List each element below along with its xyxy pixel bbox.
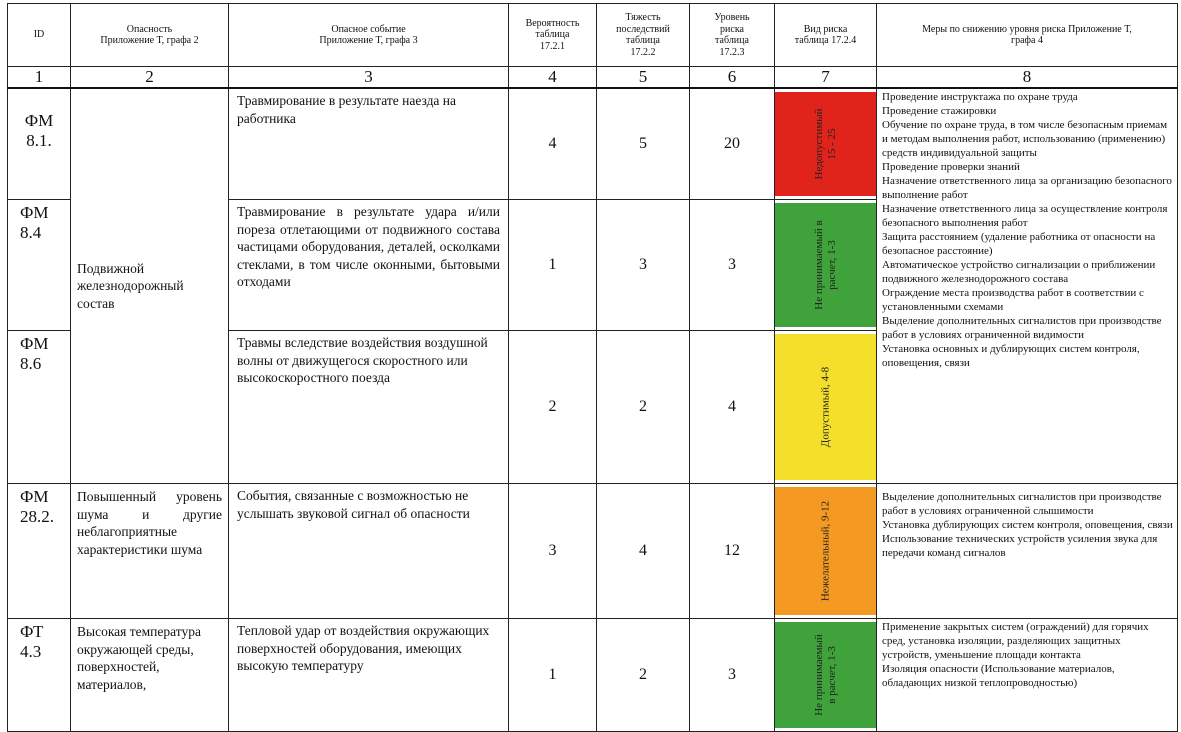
measure-item: Применение закрытых систем (ограждений) для горячих сред, установка изоляции, разделяющих защитных устройств, уменьшение площади контакта: [882, 621, 1149, 661]
measure-item: Защита расстоянием (удаление работника от опасности на безопасное расстояние): [882, 231, 1156, 257]
risk-type-cell: [775, 331, 877, 484]
header-risk-type: Вид риска таблица 17.2.4: [775, 4, 877, 67]
header-id: ID: [8, 4, 71, 67]
measure-item: Изоляция опасности (Использование материалов, обладающих низкой теплопроводностью): [882, 663, 1115, 689]
hazard-railway: Подвижной железнодорожный состав: [71, 88, 229, 484]
column-number: 1: [8, 67, 71, 89]
risk-type-cell: [775, 484, 877, 619]
measure-item: Выделение дополнительных сигналистов при производстве работ в условиях ограниченной слышимости: [882, 491, 1162, 517]
table-row: [8, 88, 1178, 200]
measure-item: Автоматическое устройство сигнализации о приближении подвижного железнодорожного состава: [882, 259, 1156, 285]
row-id: ФМ 28.2.: [8, 484, 71, 619]
risk-type-label: Не принимаемый в расчет, 1-3: [812, 634, 838, 716]
measure-item: Ограждение места производства работ в соответствии с установленными схемами: [882, 287, 1144, 313]
hazard-event: Тепловой удар от воздействия окружающих поверхностей оборудования, имеющих высокую температуру: [229, 619, 509, 732]
row-id: ФМ 8.6: [8, 331, 71, 484]
header-measures: Меры по снижению уровня риска Приложение Т, графа 4: [877, 4, 1178, 67]
hazard-event: Травмирование в результате наезда на работника: [229, 88, 509, 200]
probability-value: 1: [509, 619, 597, 732]
measures-noise: [877, 484, 1178, 619]
severity-value: 5: [597, 88, 690, 200]
column-number: 8: [877, 67, 1178, 89]
risk-level-value: 3: [690, 619, 775, 732]
column-number: 3: [229, 67, 509, 89]
measure-item: Использование технических устройств усиления звука для передачи команд сигналов: [882, 533, 1158, 559]
measure-item: Обучение по охране труда, в том числе безопасным приемам и методам выполнения работ, использованию (применению) средств индивидуальной защиты: [882, 119, 1168, 159]
risk-level-value: 20: [690, 88, 775, 200]
table-row: [8, 484, 1178, 619]
column-number: 7: [775, 67, 877, 89]
header-event: Опасное событие Приложение Т, графа 3: [229, 4, 509, 67]
hazard-noise: Повышенный уровень шума и другие неблагоприятные характеристики шума: [71, 484, 229, 619]
row-id: ФМ 8.1.: [8, 88, 71, 200]
hazard-event: Травмы вследствие воздействия воздушной волны от движущегося скоростного или высокоскоростного поезда: [229, 331, 509, 484]
column-number: 2: [71, 67, 229, 89]
risk-type-cell: [775, 200, 877, 331]
header-probability: Вероятность таблица 17.2.1: [509, 4, 597, 67]
risk-level-value: 4: [690, 331, 775, 484]
risk-assessment-document: [7, 3, 1177, 716]
column-number: 5: [597, 67, 690, 89]
probability-value: 1: [509, 200, 597, 331]
header-hazard: Опасность Приложение Т, графа 2: [71, 4, 229, 67]
measure-item: Выделение дополнительных сигналистов при производстве работ в условиях ограниченной видимости: [882, 315, 1162, 341]
row-id: ФТ 4.3: [8, 619, 71, 732]
risk-level-value: 12: [690, 484, 775, 619]
hazard-event: События, связанные с возможностью не услышать звуковой сигнал об опасности: [229, 484, 509, 619]
risk-type-label: Нежелательный, 9-12: [819, 500, 831, 602]
severity-value: 2: [597, 619, 690, 732]
measure-item: Установка дублирующих систем контроля, оповещения, связи: [882, 519, 1173, 531]
severity-value: 4: [597, 484, 690, 619]
header-row: [8, 4, 1178, 67]
probability-value: 3: [509, 484, 597, 619]
measure-item: Проведение проверки знаний: [882, 161, 1020, 173]
measures-railway: [877, 88, 1178, 484]
column-number: 4: [509, 67, 597, 89]
risk-type-label: Не принимаемый в расчет, 1-3: [812, 220, 838, 310]
severity-value: 2: [597, 331, 690, 484]
risk-assessment-table: [7, 3, 1178, 732]
row-id: ФМ 8.4: [8, 200, 71, 331]
header-level: Уровень риска таблица 17.2.3: [690, 4, 775, 67]
severity-value: 3: [597, 200, 690, 331]
measure-item: Проведение стажировки: [882, 105, 997, 117]
probability-value: 2: [509, 331, 597, 484]
column-number: 6: [690, 67, 775, 89]
hazard-temperature: Высокая температура окружающей среды, поверхностей, материалов,: [71, 619, 229, 732]
risk-level-value: 3: [690, 200, 775, 331]
measure-item: Проведение инструктажа по охране труда: [882, 91, 1078, 103]
risk-type-label: Допустимый, 4-8: [819, 366, 831, 448]
hazard-event: Травмирование в результате удара и/или пореза отлетающими от подвижного состава частицами оборудования, деталей, осколками стеклами, в том числе оконными, бытовыми отходами: [229, 200, 509, 331]
risk-type-label: Недопустимый 15 - 25: [812, 108, 838, 180]
table-row: [8, 619, 1178, 732]
header-severity: Тяжесть последствий таблица 17.2.2: [597, 4, 690, 67]
measure-item: Установка основных и дублирующих систем контроля, оповещения, связи: [882, 343, 1140, 369]
measure-item: Назначение ответственного лица за осуществление контроля безопасного выполнения работ: [882, 203, 1168, 229]
risk-type-cell: [775, 619, 877, 732]
measures-temperature: [877, 619, 1178, 732]
risk-type-cell: [775, 88, 877, 200]
column-number-row: [8, 67, 1178, 89]
measure-item: Назначение ответственного лица за организацию безопасного выполнение работ: [882, 175, 1172, 201]
probability-value: 4: [509, 88, 597, 200]
